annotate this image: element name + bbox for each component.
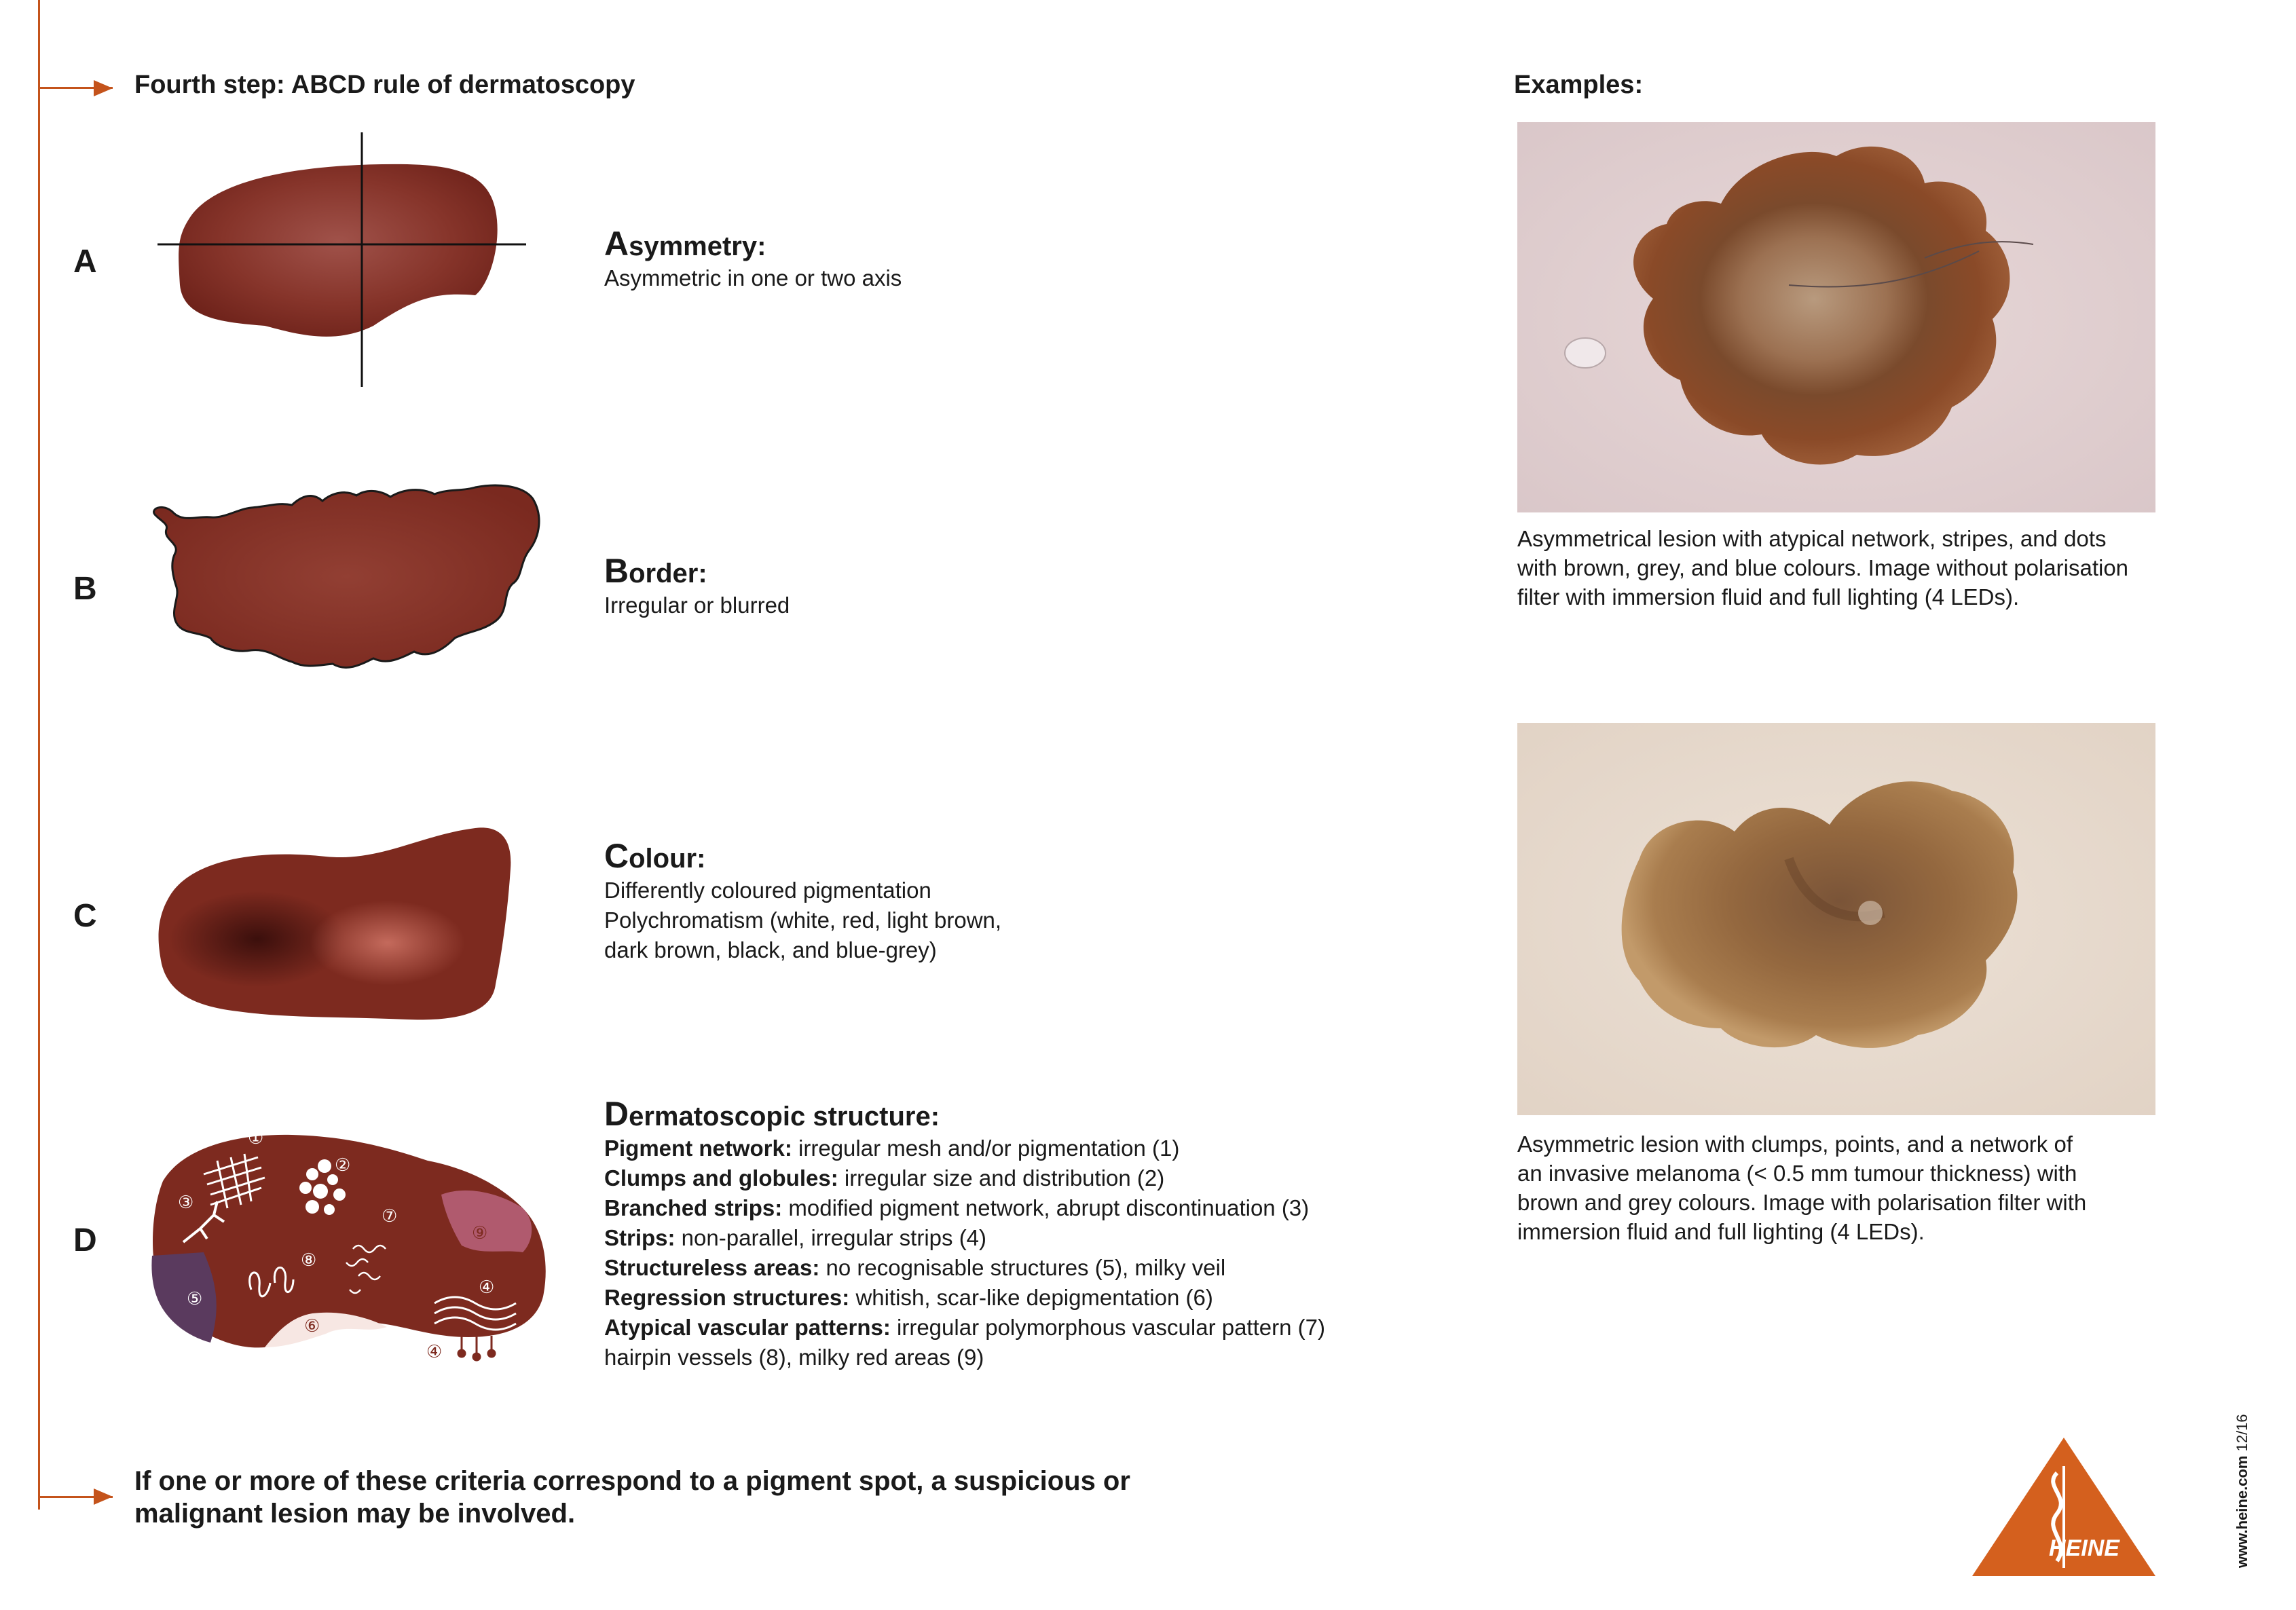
marker-7: ⑦	[382, 1206, 398, 1227]
criterion-dermatoscopic-structure	[604, 1094, 1325, 1372]
conclusion-line: If one or more of these criteria correspond to a pigment spot, a suspicious or	[134, 1466, 1130, 1496]
marker-4: ④	[479, 1277, 495, 1298]
caption-line: brown and grey colours. Image with polarisation filter with	[1517, 1190, 2087, 1215]
structure-term: Branched strips:	[604, 1195, 783, 1220]
criterion-letter-d: D	[73, 1222, 97, 1258]
structure-term: Strips:	[604, 1225, 675, 1250]
structure-item	[604, 1343, 1325, 1372]
criterion-title	[604, 224, 902, 263]
asymmetry-lesion-diagram	[149, 129, 543, 394]
date-code: 12/16	[2234, 1414, 2251, 1452]
structure-item	[604, 1163, 1325, 1193]
marker-4b: ④	[426, 1342, 443, 1362]
marker-3: ③	[178, 1193, 194, 1213]
structure-item	[604, 1313, 1325, 1343]
criterion-asymmetry	[604, 224, 902, 293]
criterion-initial: B	[604, 552, 629, 590]
example-caption-1	[1517, 524, 2128, 612]
criterion-letter-c: C	[73, 898, 97, 934]
example-photo-2	[1517, 723, 2155, 1115]
criterion-initial: D	[604, 1095, 629, 1133]
structure-term: Atypical vascular patterns:	[604, 1315, 891, 1340]
caption-line: immersion fluid and full lighting (4 LEDs).	[1517, 1219, 1925, 1244]
structure-desc: modified pigment network, abrupt discontinuation (3)	[782, 1195, 1310, 1220]
criterion-description: Differently coloured pigmentation	[604, 878, 931, 903]
website-url: www.heine.com	[2234, 1455, 2251, 1568]
criterion-description: Polychromatism (white, red, light brown,	[604, 907, 1002, 933]
structure-desc: non-parallel, irregular strips (4)	[675, 1225, 987, 1250]
criterion-border	[604, 551, 790, 620]
arrow-tip-icon	[94, 1489, 113, 1505]
criterion-title	[604, 1094, 1325, 1134]
structure-desc: no recognisable structures (5), milky veil	[819, 1255, 1226, 1280]
timeline-line	[38, 0, 40, 1510]
logo-text: HEINE	[2049, 1535, 2119, 1561]
heine-logo	[1969, 1432, 2159, 1581]
page-title: Fourth step: ABCD rule of dermatoscopy	[134, 71, 635, 99]
structure-item	[604, 1253, 1325, 1283]
criterion-title-rest: ermatoscopic structure:	[629, 1102, 940, 1131]
conclusion-text	[134, 1465, 1130, 1530]
criterion-colour	[604, 836, 1001, 965]
criterion-letter-b: B	[73, 571, 97, 607]
structure-term: Regression structures:	[604, 1285, 850, 1310]
caption-line: Asymmetrical lesion with atypical network, stripes, and dots	[1517, 526, 2107, 551]
marker-9: ⑨	[472, 1223, 488, 1243]
border-lesion-diagram	[143, 475, 550, 679]
colour-lesion-diagram	[149, 815, 530, 1032]
criterion-title-rest: order:	[629, 559, 707, 588]
caption-line: with brown, grey, and blue colours. Image without polarisation	[1517, 555, 2129, 580]
criterion-title-rest: olour:	[629, 844, 706, 874]
criterion-description: dark brown, black, and blue-grey)	[604, 937, 937, 962]
marker-5: ⑤	[187, 1289, 203, 1309]
structure-item	[604, 1134, 1325, 1163]
dermatoscopic-structure-diagram	[143, 1120, 563, 1378]
criterion-description: Irregular or blurred	[604, 593, 790, 618]
structure-term: Clumps and globules:	[604, 1165, 838, 1191]
structure-desc: irregular polymorphous vascular pattern (7)	[890, 1315, 1325, 1340]
criterion-title-rest: symmetry:	[629, 231, 766, 261]
structure-desc: hairpin vessels (8), milky red areas (9)	[604, 1345, 984, 1370]
criterion-title	[604, 551, 790, 591]
marker-1: ①	[248, 1128, 264, 1148]
structure-desc: whitish, scar-like depigmentation (6)	[849, 1285, 1213, 1310]
marker-8: ⑧	[301, 1250, 317, 1271]
caption-line: an invasive melanoma (< 0.5 mm tumour thickness) with	[1517, 1161, 2077, 1186]
examples-title: Examples:	[1514, 71, 1644, 99]
structure-item	[604, 1283, 1325, 1313]
structure-item	[604, 1223, 1325, 1253]
structure-desc: irregular size and distribution (2)	[838, 1165, 1165, 1191]
example-photo-1	[1517, 122, 2155, 512]
structure-desc: irregular mesh and/or pigmentation (1)	[792, 1136, 1180, 1161]
criterion-initial: A	[604, 225, 629, 263]
conclusion-line: malignant lesion may be involved.	[134, 1499, 576, 1529]
marker-2: ②	[335, 1155, 351, 1176]
example-caption-2	[1517, 1129, 2086, 1246]
marker-6: ⑥	[304, 1316, 320, 1336]
website-text	[2234, 1414, 2251, 1568]
arrow-tip-icon	[94, 80, 113, 96]
criterion-description: Asymmetric in one or two axis	[604, 265, 902, 291]
criterion-letter-a: A	[73, 244, 97, 280]
structure-term: Structureless areas:	[604, 1255, 820, 1280]
structure-item	[604, 1193, 1325, 1223]
structure-term: Pigment network:	[604, 1136, 792, 1161]
caption-line: Asymmetric lesion with clumps, points, and a network of	[1517, 1131, 2073, 1157]
criterion-title	[604, 836, 1001, 876]
caption-line: filter with immersion fluid and full lighting (4 LEDs).	[1517, 584, 2020, 610]
criterion-initial: C	[604, 837, 629, 875]
